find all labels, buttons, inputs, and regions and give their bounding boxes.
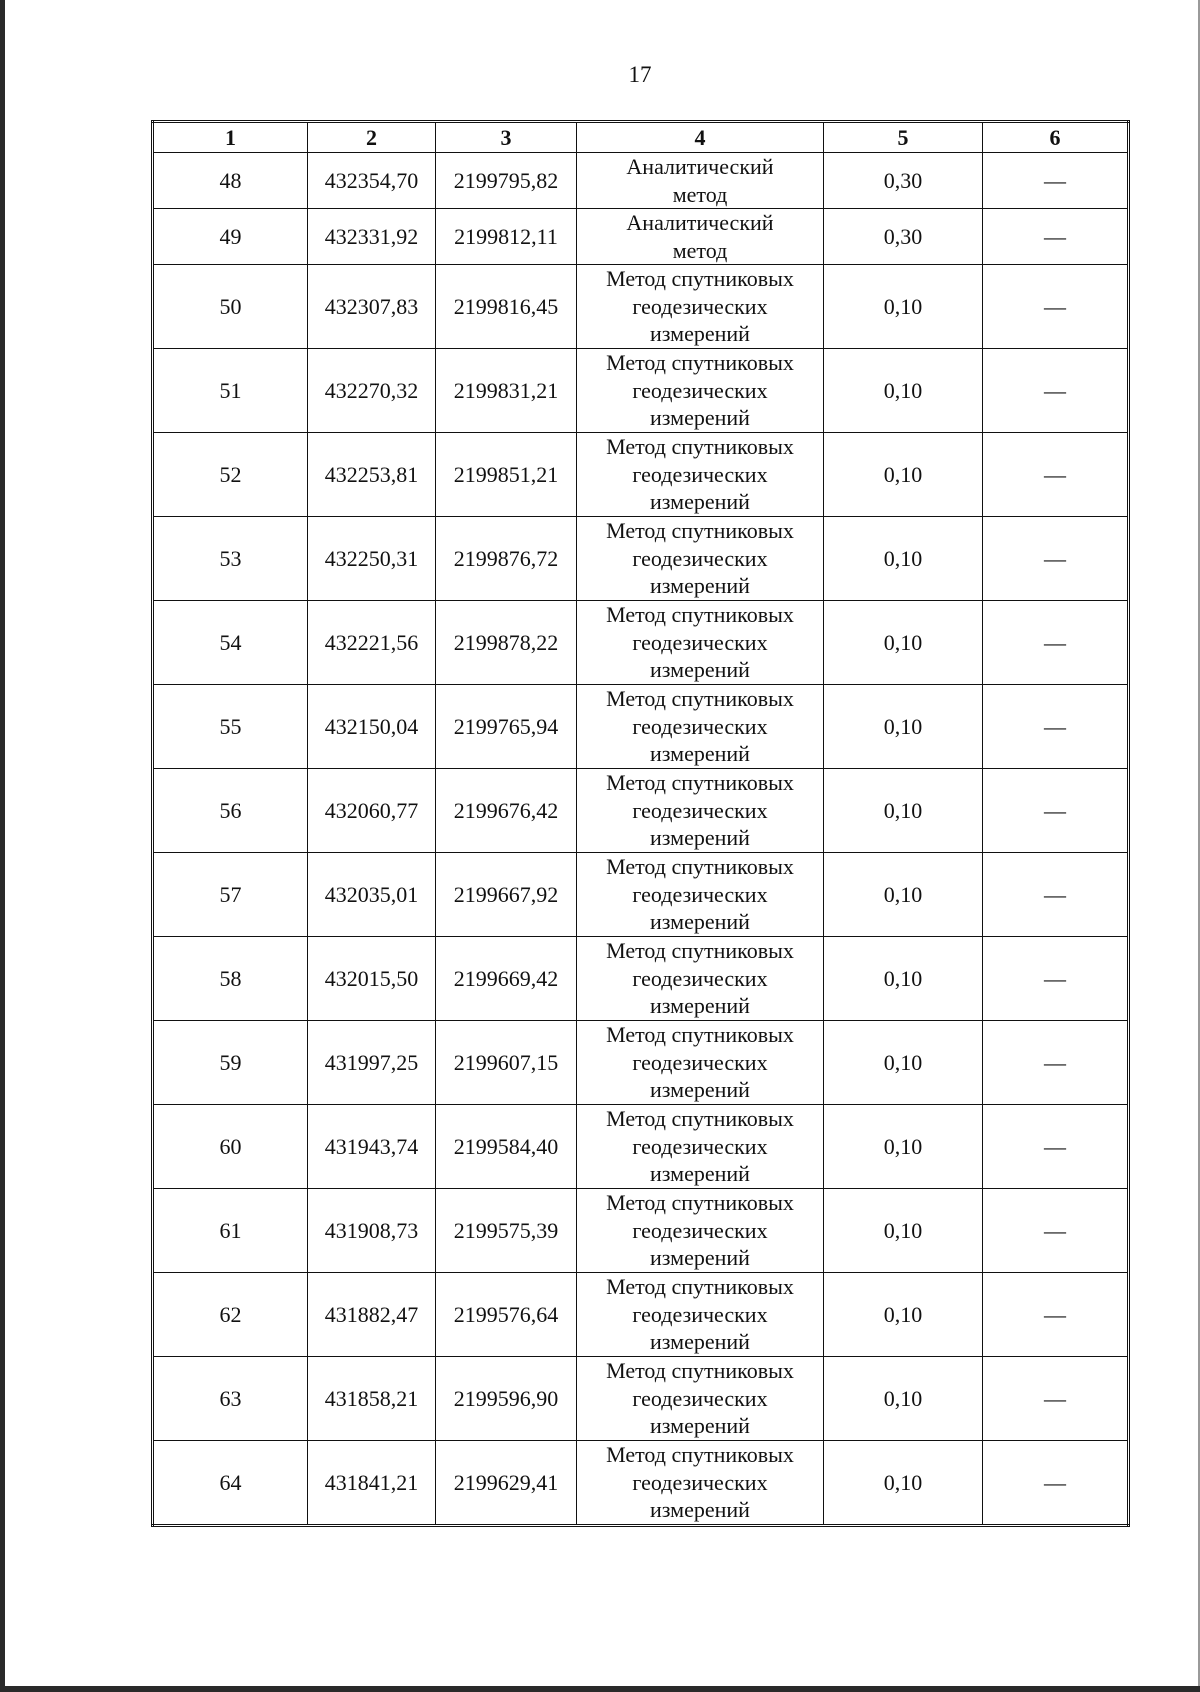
- method-line: геодезических: [632, 1469, 768, 1495]
- y-coordinate-cell: 2199576,64: [436, 1273, 577, 1357]
- table-row: [153, 517, 1129, 601]
- method-line: измерений: [650, 321, 750, 347]
- method-line: Метод спутниковых: [606, 938, 794, 964]
- method-line: Аналитический: [626, 210, 774, 235]
- method-line: геодезических: [632, 1385, 768, 1411]
- y-coordinate-cell: 2199607,15: [436, 1021, 577, 1105]
- table-row: [153, 1105, 1129, 1189]
- x-coordinate-cell: 432035,01: [308, 853, 436, 937]
- accuracy-cell: 0,10: [824, 433, 983, 517]
- coordinates-table: [151, 120, 1130, 1527]
- x-coordinate-cell: 432150,04: [308, 685, 436, 769]
- description-cell: [983, 1273, 1129, 1357]
- point-number-cell: 49: [153, 209, 308, 265]
- table-row: [153, 1357, 1129, 1441]
- table-row: [153, 769, 1129, 853]
- y-coordinate-cell: 2199816,45: [436, 265, 577, 349]
- accuracy-cell: 0,10: [824, 601, 983, 685]
- method-cell: [577, 1273, 824, 1357]
- scan-edge-bottom: [0, 1686, 1200, 1692]
- method-line: измерений: [650, 1077, 750, 1103]
- method-line: Метод спутниковых: [606, 1106, 794, 1132]
- accuracy-cell: 0,10: [824, 1357, 983, 1441]
- page-number: 17: [628, 62, 652, 87]
- method-cell: [577, 685, 824, 769]
- method-line: геодезических: [632, 1133, 768, 1159]
- method-cell: [577, 433, 824, 517]
- table-row: [153, 153, 1129, 209]
- point-number-cell: 59: [153, 1021, 308, 1105]
- method-cell: [577, 153, 824, 209]
- description-cell: [983, 937, 1129, 1021]
- method-cell: [577, 1021, 824, 1105]
- table-row: [153, 937, 1129, 1021]
- x-coordinate-cell: 432331,92: [308, 209, 436, 265]
- x-coordinate-cell: 432354,70: [308, 153, 436, 209]
- y-coordinate-cell: 2199596,90: [436, 1357, 577, 1441]
- dash-mark: —: [1044, 1133, 1066, 1159]
- table-row: [153, 433, 1129, 517]
- accuracy-cell: 0,10: [824, 1189, 983, 1273]
- dash-mark: —: [1044, 167, 1066, 193]
- point-number-cell: 53: [153, 517, 308, 601]
- dash-mark: —: [1044, 965, 1066, 991]
- description-cell: [983, 209, 1129, 265]
- point-number-cell: 57: [153, 853, 308, 937]
- method-line: геодезических: [632, 545, 768, 571]
- description-cell: [983, 1105, 1129, 1189]
- y-coordinate-cell: 2199669,42: [436, 937, 577, 1021]
- method-cell: [577, 1357, 824, 1441]
- y-coordinate-cell: 2199851,21: [436, 433, 577, 517]
- point-number-cell: 50: [153, 265, 308, 349]
- x-coordinate-cell: 431858,21: [308, 1357, 436, 1441]
- x-coordinate-cell: 432253,81: [308, 433, 436, 517]
- description-cell: [983, 685, 1129, 769]
- y-coordinate-cell: 2199667,92: [436, 853, 577, 937]
- method-line: Метод спутниковых: [606, 854, 794, 880]
- method-line: измерений: [650, 1161, 750, 1187]
- method-line: измерений: [650, 1497, 750, 1523]
- description-cell: [983, 433, 1129, 517]
- method-line: измерений: [650, 1413, 750, 1439]
- header-col-2: 2: [308, 122, 436, 153]
- x-coordinate-cell: 432221,56: [308, 601, 436, 685]
- dash-mark: —: [1044, 461, 1066, 487]
- x-coordinate-cell: 432015,50: [308, 937, 436, 1021]
- accuracy-cell: 0,10: [824, 1105, 983, 1189]
- point-number-cell: 54: [153, 601, 308, 685]
- y-coordinate-cell: 2199584,40: [436, 1105, 577, 1189]
- method-line: измерений: [650, 909, 750, 935]
- y-coordinate-cell: 2199878,22: [436, 601, 577, 685]
- point-number-cell: 64: [153, 1441, 308, 1526]
- method-line: геодезических: [632, 881, 768, 907]
- accuracy-cell: 0,10: [824, 1441, 983, 1526]
- accuracy-cell: 0,10: [824, 517, 983, 601]
- method-line: геодезических: [632, 1301, 768, 1327]
- description-cell: [983, 1189, 1129, 1273]
- header-col-1: 1: [153, 122, 308, 153]
- method-line: Метод спутниковых: [606, 350, 794, 376]
- dash-mark: —: [1044, 713, 1066, 739]
- y-coordinate-cell: 2199629,41: [436, 1441, 577, 1526]
- method-line: измерений: [650, 657, 750, 683]
- description-cell: [983, 601, 1129, 685]
- y-coordinate-cell: 2199876,72: [436, 517, 577, 601]
- method-cell: [577, 349, 824, 433]
- dash-mark: —: [1044, 629, 1066, 655]
- accuracy-cell: 0,10: [824, 685, 983, 769]
- table-row: [153, 265, 1129, 349]
- method-cell: [577, 853, 824, 937]
- point-number-cell: 52: [153, 433, 308, 517]
- method-line: измерений: [650, 573, 750, 599]
- method-line: геодезических: [632, 1217, 768, 1243]
- method-line: Метод спутниковых: [606, 770, 794, 796]
- point-number-cell: 60: [153, 1105, 308, 1189]
- x-coordinate-cell: 432307,83: [308, 265, 436, 349]
- x-coordinate-cell: 432060,77: [308, 769, 436, 853]
- y-coordinate-cell: 2199676,42: [436, 769, 577, 853]
- method-line: измерений: [650, 993, 750, 1019]
- description-cell: [983, 153, 1129, 209]
- dash-mark: —: [1044, 545, 1066, 571]
- method-line: геодезических: [632, 965, 768, 991]
- method-line: Метод спутниковых: [606, 1358, 794, 1384]
- method-line: измерений: [650, 1329, 750, 1355]
- header-col-4: 4: [577, 122, 824, 153]
- method-cell: [577, 1441, 824, 1526]
- table-row: [153, 685, 1129, 769]
- header-col-6: 6: [983, 122, 1129, 153]
- dash-mark: —: [1044, 1217, 1066, 1243]
- y-coordinate-cell: 2199765,94: [436, 685, 577, 769]
- dash-mark: —: [1044, 881, 1066, 907]
- method-cell: [577, 265, 824, 349]
- point-number-cell: 56: [153, 769, 308, 853]
- point-number-cell: 48: [153, 153, 308, 209]
- method-line: Метод спутниковых: [606, 1190, 794, 1216]
- method-cell: [577, 1105, 824, 1189]
- x-coordinate-cell: 432270,32: [308, 349, 436, 433]
- description-cell: [983, 1357, 1129, 1441]
- method-line: Метод спутниковых: [606, 1442, 794, 1468]
- dash-mark: —: [1044, 1049, 1066, 1075]
- accuracy-cell: 0,10: [824, 1273, 983, 1357]
- method-line: геодезических: [632, 1049, 768, 1075]
- dash-mark: —: [1044, 377, 1066, 403]
- point-number-cell: 58: [153, 937, 308, 1021]
- method-line: геодезических: [632, 713, 768, 739]
- dash-mark: —: [1044, 1469, 1066, 1495]
- header-col-3: 3: [436, 122, 577, 153]
- method-line: геодезических: [632, 629, 768, 655]
- x-coordinate-cell: 431908,73: [308, 1189, 436, 1273]
- method-cell: [577, 209, 824, 265]
- accuracy-cell: 0,10: [824, 1021, 983, 1105]
- x-coordinate-cell: 431943,74: [308, 1105, 436, 1189]
- description-cell: [983, 1021, 1129, 1105]
- description-cell: [983, 853, 1129, 937]
- accuracy-cell: 0,10: [824, 349, 983, 433]
- y-coordinate-cell: 2199795,82: [436, 153, 577, 209]
- point-number-cell: 61: [153, 1189, 308, 1273]
- y-coordinate-cell: 2199831,21: [436, 349, 577, 433]
- table-row: [153, 1441, 1129, 1526]
- method-line: метод: [672, 181, 728, 207]
- description-cell: [983, 265, 1129, 349]
- method-line: Метод спутниковых: [606, 602, 794, 628]
- method-line: геодезических: [632, 461, 768, 487]
- method-line: Метод спутниковых: [606, 1274, 794, 1300]
- x-coordinate-cell: 431841,21: [308, 1441, 436, 1526]
- method-cell: [577, 1189, 824, 1273]
- dash-mark: —: [1044, 797, 1066, 823]
- method-cell: [577, 601, 824, 685]
- x-coordinate-cell: 431882,47: [308, 1273, 436, 1357]
- x-coordinate-cell: 432250,31: [308, 517, 436, 601]
- table-row: [153, 853, 1129, 937]
- y-coordinate-cell: 2199812,11: [436, 209, 577, 265]
- method-cell: [577, 517, 824, 601]
- table-row: [153, 601, 1129, 685]
- method-line: измерений: [650, 741, 750, 767]
- method-line: геодезических: [632, 293, 768, 319]
- table-row: [153, 1189, 1129, 1273]
- accuracy-cell: 0,30: [824, 153, 983, 209]
- dash-mark: —: [1044, 1385, 1066, 1411]
- description-cell: [983, 769, 1129, 853]
- description-cell: [983, 517, 1129, 601]
- dash-mark: —: [1044, 223, 1066, 249]
- table-row: [153, 209, 1129, 265]
- table-row: [153, 349, 1129, 433]
- method-line: Аналитический: [626, 154, 774, 179]
- method-line: геодезических: [632, 377, 768, 403]
- point-number-cell: 55: [153, 685, 308, 769]
- method-line: Метод спутниковых: [606, 434, 794, 460]
- scan-edge-left: [0, 0, 5, 1692]
- method-cell: [577, 769, 824, 853]
- table-row: [153, 1273, 1129, 1357]
- method-line: измерений: [650, 1245, 750, 1271]
- point-number-cell: 51: [153, 349, 308, 433]
- header-row: [153, 122, 1129, 153]
- method-line: Метод спутниковых: [606, 518, 794, 544]
- accuracy-cell: 0,10: [824, 265, 983, 349]
- description-cell: [983, 1441, 1129, 1526]
- point-number-cell: 63: [153, 1357, 308, 1441]
- method-line: Метод спутниковых: [606, 686, 794, 712]
- method-line: Метод спутниковых: [606, 266, 794, 292]
- method-line: измерений: [650, 405, 750, 431]
- method-line: измерений: [650, 825, 750, 851]
- y-coordinate-cell: 2199575,39: [436, 1189, 577, 1273]
- dash-mark: —: [1044, 293, 1066, 319]
- table-body: [153, 153, 1129, 1526]
- point-number-cell: 62: [153, 1273, 308, 1357]
- x-coordinate-cell: 431997,25: [308, 1021, 436, 1105]
- description-cell: [983, 349, 1129, 433]
- method-cell: [577, 937, 824, 1021]
- table-row: [153, 1021, 1129, 1105]
- method-line: Метод спутниковых: [606, 1022, 794, 1048]
- method-line: измерений: [650, 489, 750, 515]
- accuracy-cell: 0,30: [824, 209, 983, 265]
- method-line: геодезических: [632, 797, 768, 823]
- method-line: метод: [672, 237, 728, 263]
- accuracy-cell: 0,10: [824, 769, 983, 853]
- header-col-5: 5: [824, 122, 983, 153]
- accuracy-cell: 0,10: [824, 937, 983, 1021]
- accuracy-cell: 0,10: [824, 853, 983, 937]
- dash-mark: —: [1044, 1301, 1066, 1327]
